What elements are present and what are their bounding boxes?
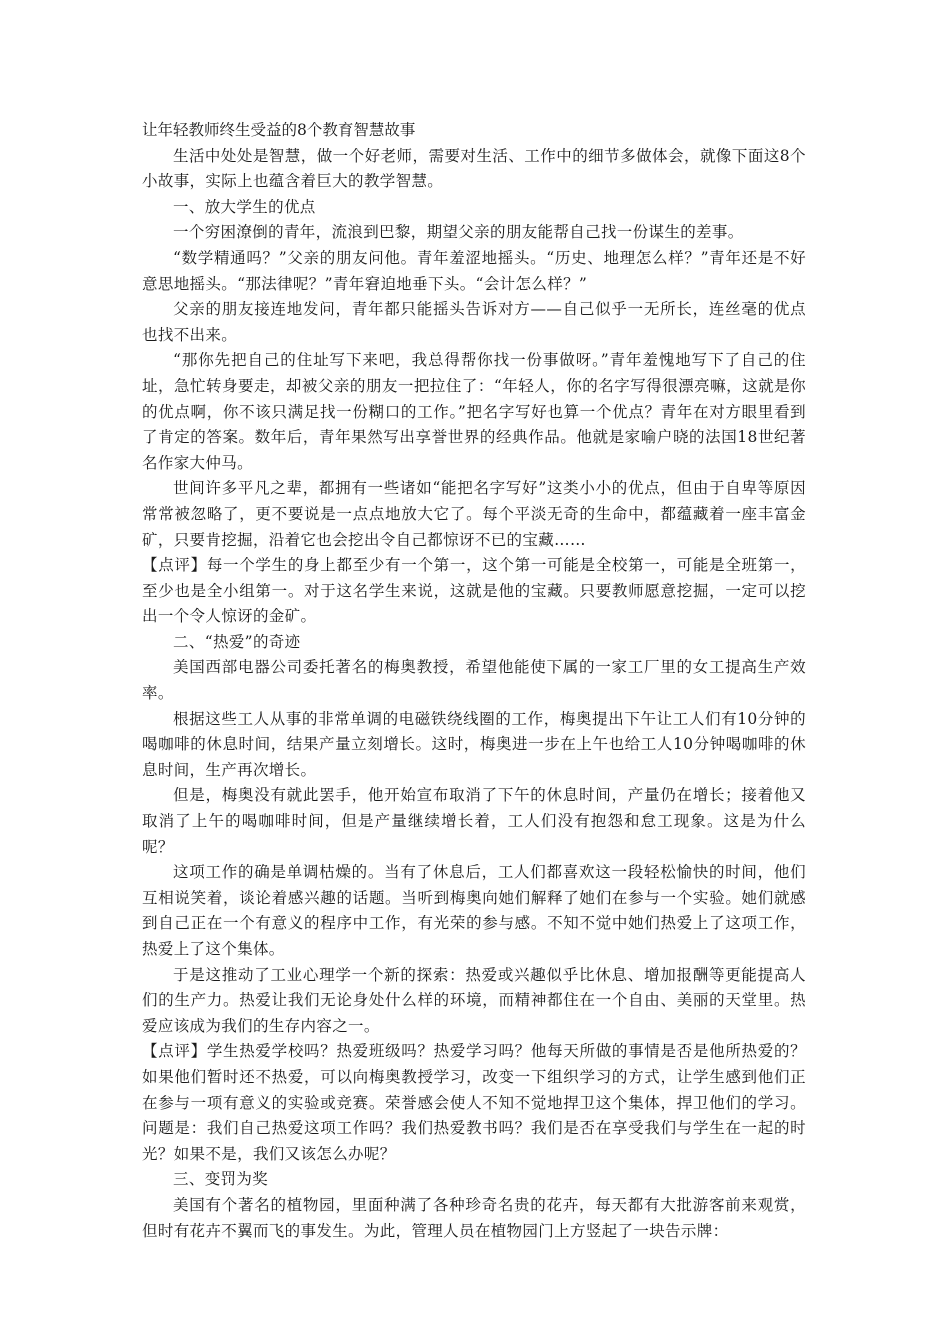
section-2-comment: 【点评】学生热爱学校吗？热爱班级吗？热爱学习吗？他每天所做的事情是否是他所热爱的？如果他们暂时还不热爱，可以向梅奥教授学习，改变一下组织学习的方式，让学生感到他们正在参与一项有意义的实验或竞赛。荣誉感会使人不知不觉地捍卫这个集体，捍卫他们的学习。问题是：我们自己热爱这项工作吗？我们热爱教书吗？我们是否在享受我们与学生在一起的时光？如果不是，我们又该怎么办呢？ — [142, 1042, 806, 1163]
section-2-paragraph: 根据这些工人从事的非常单调的电磁铁绕线圈的工作，梅奥提出下午让工人们有10分钟的喝咖啡的休息时间，结果产量立刻增长。这时，梅奥进一步在上午也给工人10分钟喝咖啡的休息时间，生产再次增长。 — [142, 709, 806, 779]
section-1-paragraph: 世间许多平凡之辈，都拥有一些诸如“能把名字写好”这类小小的优点，但由于自卑等原因常常被忽略了，更不要说是一点点地放大它了。每个平淡无奇的生命中，都蕴藏着一座丰富金矿，只要肯挖掘，沿着它也会挖出令自己都惊讶不已的宝藏…… — [142, 479, 806, 549]
section-3-heading: 三、变罚为奖 — [173, 1170, 269, 1189]
section-1-heading: 一、放大学生的优点 — [173, 197, 316, 216]
section-1-paragraph: 一个穷困潦倒的青年，流浪到巴黎，期望父亲的朋友能帮自己找一份谋生的差事。 — [173, 223, 744, 242]
section-2-paragraph: 于是这推动了工业心理学一个新的探索：热爱或兴趣似乎比休息、增加报酬等更能提高人们的生产力。热爱让我们无论身处什么样的环境，而精神都住在一个自由、美丽的天堂里。热爱应该成为我们的生存内容之一。 — [142, 965, 806, 1035]
section-2-paragraph: 美国西部电器公司委托著名的梅奥教授，希望他能使下属的一家工厂里的女工提高生产效率。 — [142, 658, 806, 703]
document-title: 让年轻教师终生受益的8个教育智慧故事 — [142, 121, 416, 139]
section-1-comment: 【点评】每一个学生的身上都至少有一个第一，这个第一可能是全校第一，可能是全班第一，至少也是全小组第一。对于这名学生来说，这就是他的宝藏。只要教师愿意挖掘，一定可以挖出一个令人惊讶的金矿。 — [142, 556, 806, 626]
section-2-paragraph: 但是，梅奥没有就此罢手，他开始宣布取消了下午的休息时间，产量仍在增长；接着他又取消了上午的喝咖啡时间，但是产量继续增长着，工人们没有抱怨和怠工现象。这是为什么呢？ — [142, 786, 806, 856]
section-1-paragraph: “那你先把自己的住址写下来吧，我总得帮你找一份事做呀。”青年羞愧地写下了自己的住址，急忙转身要走，却被父亲的朋友一把拉住了：“年轻人，你的名字写得很漂亮嘛，这就是你的优点啊，你不该只满足找一份糊口的工作。”把名字写好也算一个优点？青年在对方眼里看到了肯定的答案。数年后，青年果然写出享誉世界的经典作品。他就是家喻户晓的法国18世纪著名作家大仲马。 — [142, 351, 806, 472]
document-page — [142, 118, 806, 1244]
section-1-paragraph: “数学精通吗？”父亲的朋友问他。青年羞涩地摇头。“历史、地理怎么样？”青年还是不好意思地摇头。“那法律呢？”青年窘迫地垂下头。“会计怎么样？” — [142, 248, 806, 293]
section-1-paragraph: 父亲的朋友接连地发问，青年都只能摇头告诉对方——自己似乎一无所长，连丝毫的优点也找不出来。 — [142, 300, 806, 344]
intro-paragraph: 生活中处处是智慧，做一个好老师，需要对生活、工作中的细节多做体会，就像下面这8个小故事，实际上也蕴含着巨大的教学智慧。 — [142, 146, 806, 191]
section-3-paragraph: 美国有个著名的植物园，里面种满了各种珍奇名贵的花卉，每天都有大批游客前来观赏，但时有花卉不翼而飞的事发生。为此，管理人员在植物园门上方竖起了一块告示牌： — [142, 1195, 806, 1240]
section-2-paragraph: 这项工作的确是单调枯燥的。当有了休息后，工人们都喜欢这一段轻松愉快的时间，他们互相说笑着，谈论着感兴趣的话题。当听到梅奥向她们解释了她们在参与一个实验。她们就感到自己正在一个有意义的程序中工作，有光荣的参与感。不知不觉中她们热爱上了这项工作，热爱上了这个集体。 — [142, 863, 806, 958]
section-2-heading: 二、“热爱”的奇迹 — [173, 632, 301, 651]
